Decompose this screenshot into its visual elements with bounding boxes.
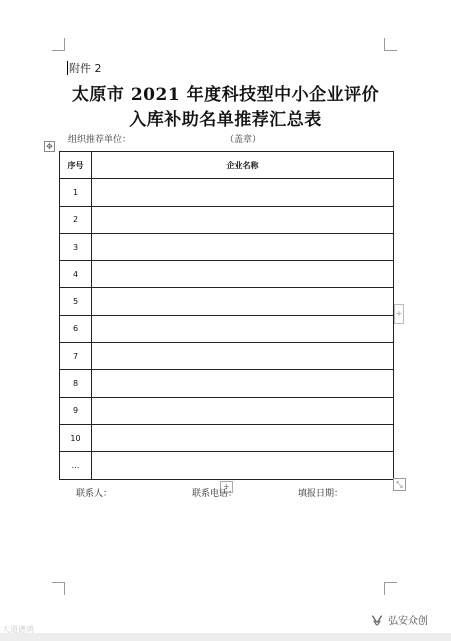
table-move-handle-icon[interactable]: ✥ [44,141,55,152]
table-row [60,206,394,233]
watermark-left: 大道德鸿 [2,625,34,634]
watermark-right [370,612,428,627]
contact-phone-label[interactable]: 联系电话： [192,489,238,499]
text-cursor [67,61,68,75]
row-seq-cell[interactable]: 10 [60,424,92,451]
table-row [60,343,394,370]
row-seq-cell[interactable]: 5 [60,288,92,315]
table-row [60,179,394,206]
attachment-label[interactable]: 附件 2 [69,62,102,75]
table-row [60,261,394,288]
table-row [60,233,394,260]
table-row [60,288,394,315]
contact-person-label[interactable]: 联系人： [76,489,113,499]
row-company-cell[interactable] [92,424,394,451]
watermark-right-text: 弘安众创 [388,616,428,627]
row-seq-cell[interactable]: 8 [60,370,92,397]
document-title-line-1[interactable]: 太原市 2021 年度科技型中小企业评价 [71,85,380,105]
recommending-unit-label[interactable]: 组织推荐单位： [68,135,132,145]
row-company-cell[interactable] [92,452,394,479]
seal-label[interactable]: （盖章） [225,135,262,145]
row-company-cell[interactable] [92,233,394,260]
crop-mark-top-right [384,38,397,51]
row-company-cell[interactable] [92,179,394,206]
document-title-line-2[interactable]: 入库补助名单推荐汇总表 [129,110,322,130]
row-company-cell[interactable] [92,261,394,288]
wechat-channel-icon [370,613,384,627]
add-column-plus-icon[interactable]: + [394,304,404,324]
row-seq-cell[interactable]: 1 [60,179,92,206]
row-seq-cell[interactable]: 2 [60,206,92,233]
fill-date-label[interactable]: 填报日期： [298,489,344,499]
table-header-row [60,152,394,179]
header-company-name[interactable]: 企业名称 [92,152,394,179]
table-row [60,315,394,342]
recommendation-table [59,151,394,480]
table-resize-icon[interactable]: ⤡ [393,478,406,491]
bottom-strip [0,633,451,641]
add-row-plus-icon[interactable]: + [220,481,233,493]
row-company-cell[interactable] [92,288,394,315]
table-row [60,397,394,424]
row-seq-cell[interactable]: … [60,452,92,479]
crop-mark-bottom-left [52,582,65,595]
row-seq-cell[interactable]: 6 [60,315,92,342]
row-company-cell[interactable] [92,397,394,424]
crop-mark-top-left [52,38,65,51]
row-seq-cell[interactable]: 9 [60,397,92,424]
header-seq[interactable]: 序号 [60,152,92,179]
row-company-cell[interactable] [92,315,394,342]
row-seq-cell[interactable]: 4 [60,261,92,288]
table-row [60,370,394,397]
row-company-cell[interactable] [92,206,394,233]
row-company-cell[interactable] [92,370,394,397]
crop-mark-bottom-right [384,582,397,595]
table-row [60,424,394,451]
row-company-cell[interactable] [92,343,394,370]
table-row [60,452,394,479]
row-seq-cell[interactable]: 7 [60,343,92,370]
row-seq-cell[interactable]: 3 [60,233,92,260]
